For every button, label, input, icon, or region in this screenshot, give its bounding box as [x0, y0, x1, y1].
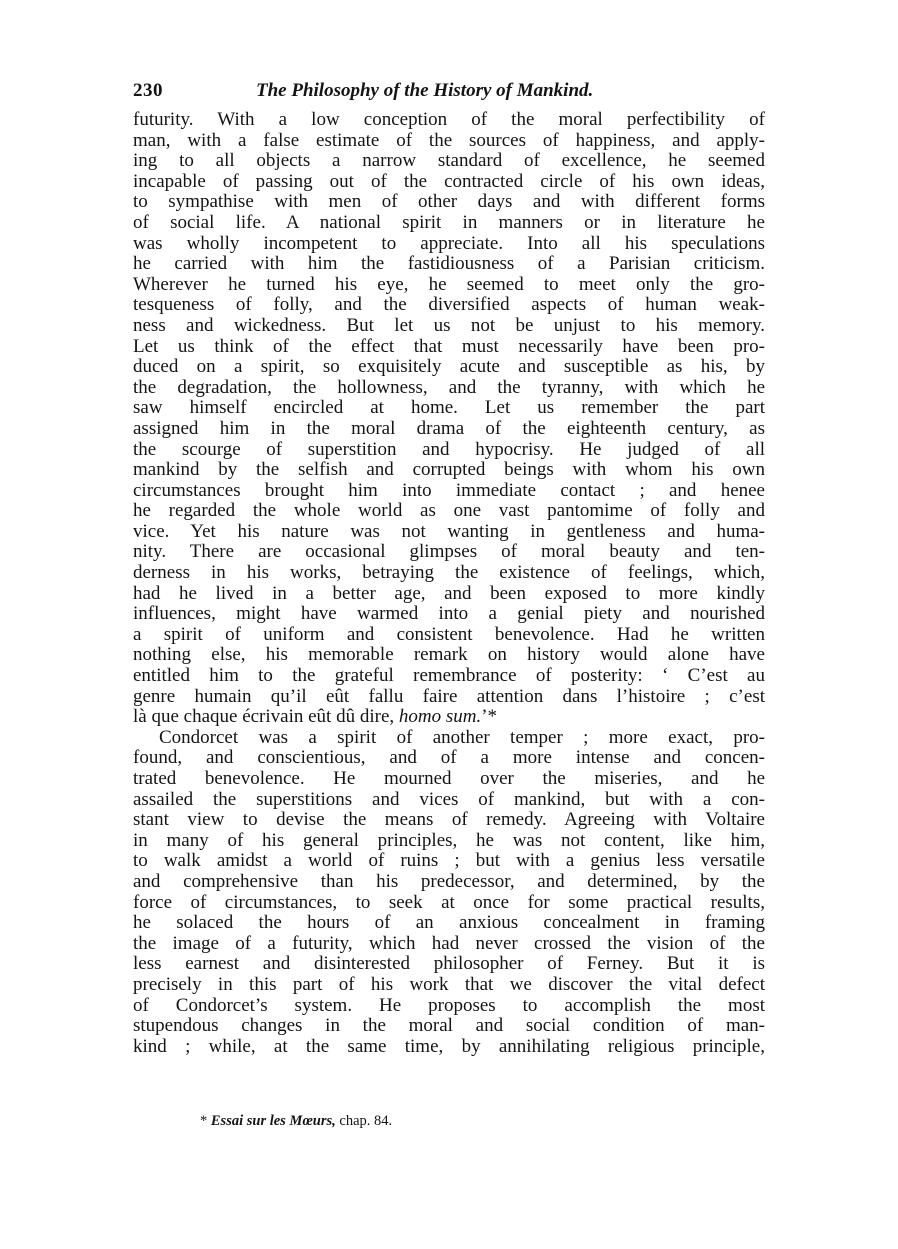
text-line: vice. Yet his nature was not wanting in gentleness and huma- — [133, 520, 765, 542]
footnote-reference: chap. 84. — [335, 1113, 393, 1129]
text-line: found, and conscientious, and of a more intense and concen- — [133, 747, 765, 769]
text-line: he carried with him the fastidiousness of a Parisian criticism. — [133, 253, 765, 275]
quote-text: là que chaque écrivain eût dû dire, — [133, 706, 399, 728]
text-line: to walk amidst a world of ruins ; but with a genius less versatile — [133, 850, 765, 872]
text-line: less earnest and disinterested philosopher of Ferney. But it is — [133, 953, 765, 975]
text-line: Let us think of the effect that must necessarily have been pro- — [133, 335, 765, 357]
text-line: of Condorcet’s system. He proposes to accomplish the most — [133, 994, 765, 1016]
text-line: and comprehensive than his predecessor, and determined, by the — [133, 870, 765, 892]
text-line: a spirit of uniform and consistent benevolence. Had he written — [133, 623, 765, 645]
text-line: nothing else, his memorable remark on history would alone have — [133, 644, 765, 666]
text-line: incapable of passing out of the contracted circle of his own ideas, — [133, 170, 765, 192]
quote-emphasis: homo sum. — [398, 706, 482, 728]
quote-close: ’* — [481, 706, 498, 728]
text-line: assigned him in the moral drama of the eighteenth century, as — [133, 417, 765, 439]
text-line: trated benevolence. He mourned over the miseries, and he — [133, 768, 765, 789]
text-line: in many of his general principles, he was not content, like him, — [133, 829, 765, 851]
text-line: genre humain qu’il eût fallu faire attention dans l’histoire ; c’est — [133, 685, 765, 707]
text-line: nity. There are occasional glimpses of moral beauty and ten- — [133, 541, 765, 563]
text-line: duced on a spirit, so exquisitely acute and susceptible as his, by — [133, 356, 765, 378]
text-line: entitled him to the grateful remembrance of posterity: ‘ C’est au — [133, 665, 765, 687]
running-head — [133, 76, 765, 106]
paragraph-condorcet — [133, 728, 765, 1058]
text-line: ing to all objects a narrow standard of excellence, he seemed — [133, 150, 765, 172]
text-line: force of circumstances, to seek at once for some practical results, — [133, 891, 765, 913]
text-line: was wholly incompetent to appreciate. Into all his speculations — [133, 232, 765, 254]
text-line: stupendous changes in the moral and social condition of man- — [133, 1015, 765, 1037]
text-line: had he lived in a better age, and been exposed to more kindly — [133, 582, 765, 604]
page-number: 230 — [133, 80, 163, 101]
text-line: stant view to devise the means of remedy. Agreeing with Voltaire — [133, 809, 765, 831]
text-line: the degradation, the hollowness, and the tyranny, with which he — [133, 376, 765, 398]
text-line: precisely in this part of his work that we discover the vital defect — [133, 973, 765, 995]
text-line: Wherever he turned his eye, he seemed to meet only the gro- — [133, 273, 765, 295]
footnote — [200, 1113, 392, 1130]
text-line: saw himself encircled at home. Let us remember the part — [133, 397, 765, 419]
text-line: he solaced the hours of an anxious concealment in framing — [133, 912, 765, 934]
quote-line — [133, 707, 765, 728]
text-line: futurity. With a low conception of the moral perfectibility of — [133, 109, 765, 130]
footnote-title: Essai sur les Mœurs, — [210, 1113, 336, 1129]
footnote-marker: * — [200, 1113, 211, 1129]
text-line: influences, might have warmed into a genial piety and nourished — [133, 603, 765, 625]
text-line: of social life. A national spirit in manners or in literature he — [133, 211, 765, 233]
text-line: mankind by the selfish and corrupted beings with whom his own — [133, 459, 765, 481]
text-line: he regarded the whole world as one vast pantomime of folly and — [133, 500, 765, 522]
book-page — [133, 76, 765, 1057]
paragraph-voltaire — [133, 110, 765, 728]
text-line: the image of a futurity, which had never crossed the vision of the — [133, 932, 765, 954]
body-text — [133, 110, 765, 1057]
text-line: ness and wickedness. But let us not be unjust to his memory. — [133, 314, 765, 336]
text-line: Condorcet was a spirit of another temper ; more exact, pro- — [159, 726, 765, 748]
text-line: tesqueness of folly, and the diversified aspects of human weak- — [133, 294, 765, 316]
running-title: The Philosophy of the History of Mankind. — [256, 80, 594, 101]
text-line: man, with a false estimate of the sources of happiness, and apply- — [133, 129, 765, 151]
text-line: kind ; while, at the same time, by annihilating religious principle, — [133, 1035, 765, 1057]
text-line: circumstances brought him into immediate contact ; and henee — [133, 479, 765, 501]
text-line: the scourge of superstition and hypocrisy. He judged of all — [133, 438, 765, 460]
text-line: assailed the superstitions and vices of mankind, but with a con- — [133, 788, 765, 810]
text-line: to sympathise with men of other days and with different forms — [133, 191, 765, 213]
text-line: derness in his works, betraying the existence of feelings, which, — [133, 562, 765, 584]
